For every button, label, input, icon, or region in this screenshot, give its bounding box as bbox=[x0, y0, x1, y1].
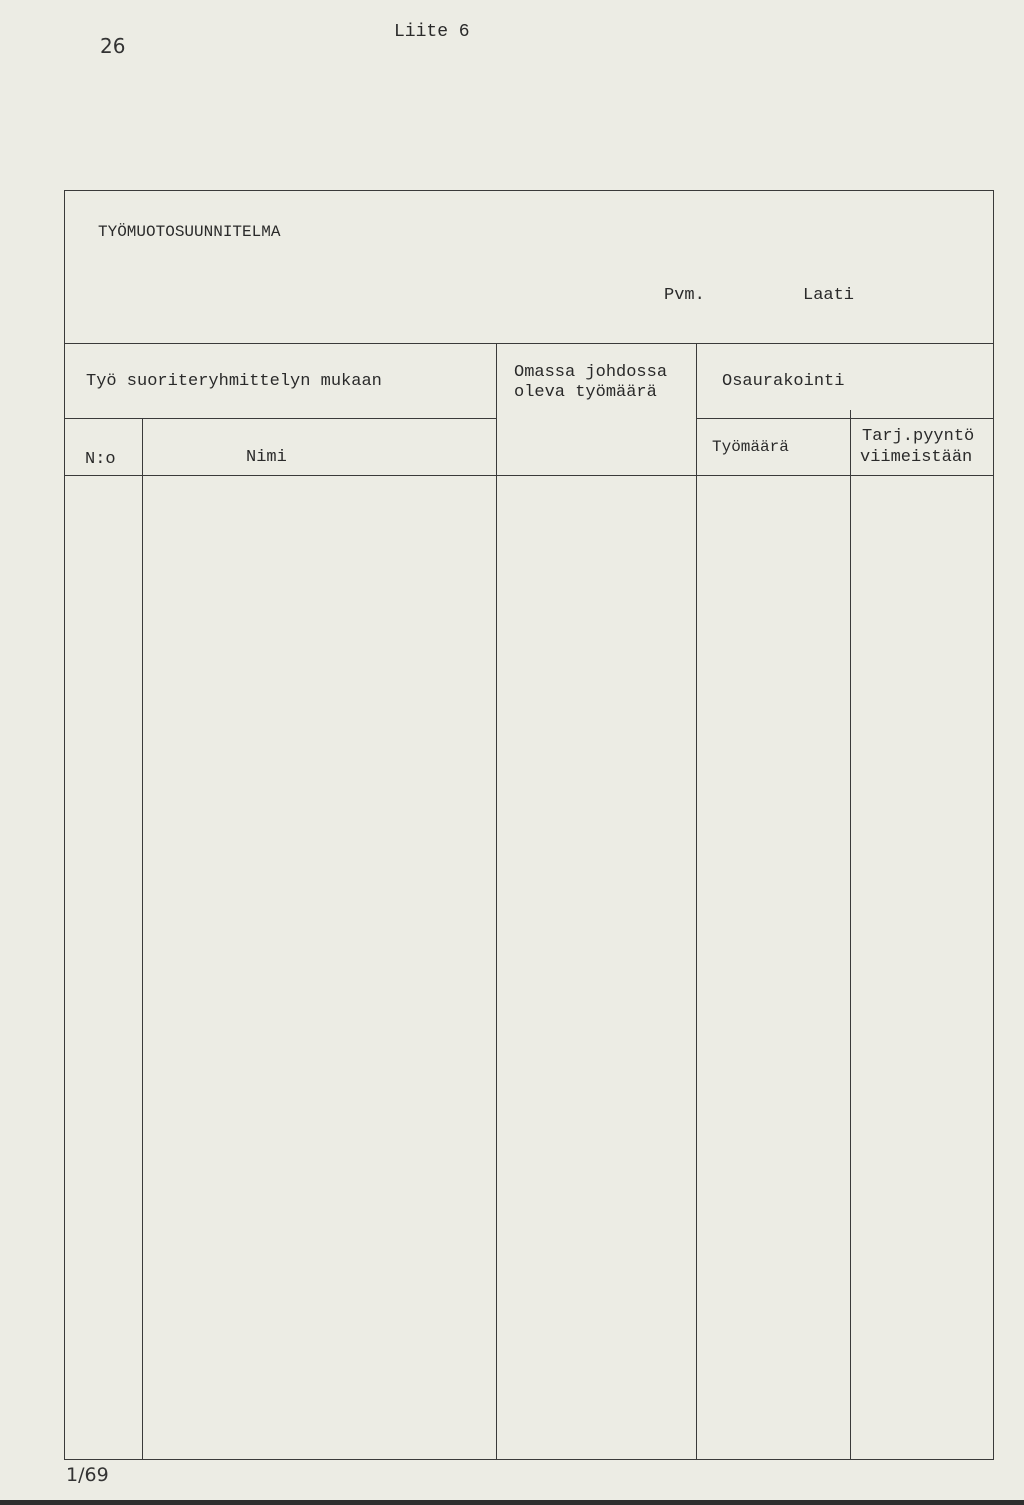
header-bottom-line bbox=[64, 475, 994, 476]
column-divider-work-group bbox=[496, 343, 497, 1459]
subcontracting-subrow-line bbox=[696, 418, 994, 419]
work-amount-header: Työmäärä bbox=[712, 438, 789, 456]
date-label: Pvm. bbox=[664, 286, 705, 305]
form-right-border bbox=[993, 190, 994, 1460]
own-management-header-line2: oleva työmäärä bbox=[514, 383, 657, 402]
number-header: N:o bbox=[85, 450, 116, 469]
tender-request-header-line2: viimeistään bbox=[860, 448, 973, 467]
column-divider-work-amount bbox=[850, 410, 851, 1459]
form-left-border bbox=[64, 190, 65, 1460]
work-group-subrow-line bbox=[64, 418, 496, 419]
page-bottom-edge bbox=[0, 1500, 1024, 1505]
work-group-header: Työ suoriteryhmittelyn mukaan bbox=[86, 372, 382, 391]
own-management-header-line1: Omassa johdossa bbox=[514, 363, 668, 382]
subcontracting-header: Osaurakointi bbox=[722, 372, 845, 391]
form-top-border bbox=[64, 190, 994, 191]
title-separator bbox=[64, 343, 994, 344]
column-divider-number bbox=[142, 418, 143, 1459]
author-label: Laati bbox=[803, 286, 855, 305]
column-divider-own-management bbox=[696, 343, 697, 1459]
page-number: 26 bbox=[100, 34, 126, 58]
form-code: 1/69 bbox=[66, 1464, 109, 1486]
form-bottom-border bbox=[64, 1459, 994, 1460]
appendix-label: Liite 6 bbox=[394, 22, 470, 42]
name-header: Nimi bbox=[246, 448, 287, 467]
form-title: TYÖMUOTOSUUNNITELMA bbox=[98, 223, 281, 241]
tender-request-header-line1: Tarj.pyyntö bbox=[862, 427, 975, 446]
